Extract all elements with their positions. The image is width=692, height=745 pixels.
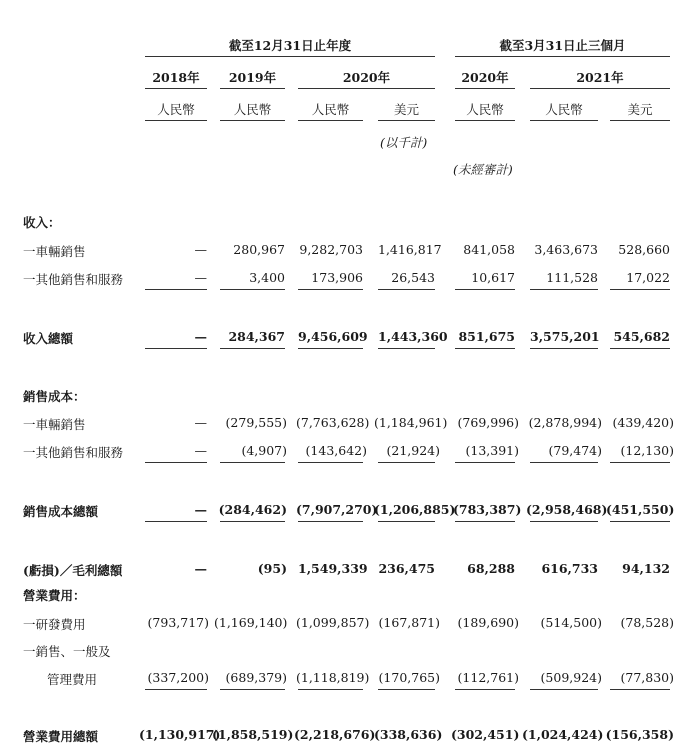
row-label-vehicle-sales: 一車輛銷售 xyxy=(23,244,86,259)
cell-value: 3,400 xyxy=(249,270,285,285)
divider xyxy=(145,120,207,121)
cell-value: (783,387) xyxy=(453,502,522,517)
divider xyxy=(298,88,435,89)
cell-value: (189,690) xyxy=(457,615,519,630)
divider xyxy=(455,88,515,89)
divider xyxy=(455,120,515,121)
divider xyxy=(145,521,207,522)
cell-value: 236,475 xyxy=(378,561,435,576)
cell-value: (279,555) xyxy=(225,415,287,430)
cell-value: — xyxy=(194,270,207,285)
currency-label: 人民幣 xyxy=(311,102,350,117)
cell-value: (451,550) xyxy=(606,502,675,517)
divider xyxy=(220,689,285,690)
cell-value: 1,443,360 xyxy=(378,329,448,344)
cell-value: — xyxy=(194,561,207,576)
divider xyxy=(530,689,598,690)
cell-value: (7,763,628) xyxy=(296,415,370,430)
divider xyxy=(455,462,515,463)
divider xyxy=(298,348,363,349)
divider xyxy=(378,689,435,690)
currency-label: 人民幣 xyxy=(157,102,195,117)
currency-label: 人民幣 xyxy=(233,102,272,117)
divider xyxy=(145,88,207,89)
year-2021: 2021年 xyxy=(576,70,624,85)
divider xyxy=(220,289,285,290)
row-label-total-cost: 銷售成本總額 xyxy=(23,504,99,519)
header-group-year: 截至12月31日止年度 xyxy=(228,38,352,53)
cropped-row-container xyxy=(0,725,692,744)
cell-value: — xyxy=(194,329,207,344)
divider xyxy=(298,462,363,463)
cell-value: (1,024,424) xyxy=(522,727,604,742)
cell-value: 616,733 xyxy=(541,561,598,576)
cell-value: — xyxy=(194,415,207,430)
divider xyxy=(378,521,435,522)
cell-value: (4,907) xyxy=(241,443,287,458)
divider xyxy=(455,348,515,349)
cell-value: (167,871) xyxy=(378,615,440,630)
cell-value: 111,528 xyxy=(546,270,598,285)
row-label-total-opex: 營業費用總額 xyxy=(23,729,99,744)
divider xyxy=(530,88,670,89)
cell-value: (793,717) xyxy=(147,615,209,630)
cell-value: 1,549,339 xyxy=(298,561,368,576)
cell-value: (1,184,961) xyxy=(374,415,448,430)
cell-value: 3,463,673 xyxy=(534,242,598,257)
row-label-rd: 一研發費用 xyxy=(23,617,86,632)
cell-value: (2,878,994) xyxy=(528,415,602,430)
cell-value: (514,500) xyxy=(540,615,602,630)
cell-value: (2,958,468) xyxy=(526,502,608,517)
cell-value: (689,379) xyxy=(225,670,287,685)
divider xyxy=(610,120,670,121)
cell-value: 3,575,201 xyxy=(530,329,600,344)
divider xyxy=(530,120,598,121)
divider xyxy=(378,289,435,290)
cell-value: (12,130) xyxy=(620,443,674,458)
divider xyxy=(530,521,598,522)
cell-value: — xyxy=(194,242,207,257)
currency-label: 美元 xyxy=(627,102,653,117)
divider xyxy=(145,689,207,690)
divider xyxy=(220,521,285,522)
currency-label: 人民幣 xyxy=(545,102,583,117)
cell-value: 280,967 xyxy=(233,242,285,257)
cell-value: 528,660 xyxy=(618,242,670,257)
row-label-sga-line1: 一銷售、一般及 xyxy=(23,644,111,659)
row-label-other-sales: 一其他銷售和服務 xyxy=(23,272,124,287)
cell-value: 284,367 xyxy=(228,329,285,344)
divider xyxy=(455,289,515,290)
divider xyxy=(455,56,670,57)
cell-value: 9,282,703 xyxy=(299,242,363,257)
row-label-sga-line2: 管理費用 xyxy=(47,672,98,687)
divider xyxy=(610,689,670,690)
cell-value: 173,906 xyxy=(311,270,363,285)
cell-value: 9,456,609 xyxy=(298,329,368,344)
section-heading-revenue: 收入： xyxy=(23,215,61,230)
cell-value: (77,830) xyxy=(620,670,674,685)
note-thousands: (以千計) xyxy=(380,135,428,150)
divider xyxy=(378,462,435,463)
divider xyxy=(145,56,435,57)
currency-label: 人民幣 xyxy=(466,102,504,117)
divider xyxy=(298,689,363,690)
cell-value: 841,058 xyxy=(463,242,515,257)
cell-value: 851,675 xyxy=(458,329,515,344)
cell-value: (112,761) xyxy=(457,670,519,685)
cell-value: 545,682 xyxy=(613,329,670,344)
divider xyxy=(220,348,285,349)
cell-value: (170,765) xyxy=(378,670,440,685)
cell-value: (337,200) xyxy=(147,670,209,685)
cell-value: — xyxy=(194,502,207,517)
cell-value: (439,420) xyxy=(612,415,674,430)
row-label-cost-other: 一其他銷售和服務 xyxy=(23,445,124,460)
cell-value: (302,451) xyxy=(451,727,520,742)
divider xyxy=(145,462,207,463)
cell-value: (1,099,857) xyxy=(296,615,370,630)
divider xyxy=(298,289,363,290)
divider xyxy=(220,120,285,121)
section-heading-opex: 營業費用： xyxy=(23,588,86,603)
cell-value: (143,642) xyxy=(305,443,367,458)
divider xyxy=(145,348,207,349)
divider xyxy=(610,289,670,290)
cell-value: (1,118,819) xyxy=(296,670,370,685)
divider xyxy=(455,689,515,690)
divider xyxy=(298,521,363,522)
divider xyxy=(378,348,435,349)
divider xyxy=(530,348,598,349)
year-2020: 2020年 xyxy=(342,70,391,85)
cell-value: (78,528) xyxy=(620,615,674,630)
cell-value: (1,130,917) xyxy=(139,727,221,742)
row-label-cost-vehicle: 一車輛銷售 xyxy=(23,417,86,432)
cell-value: (21,924) xyxy=(386,443,440,458)
currency-label: 美元 xyxy=(393,102,419,117)
cell-value: (95) xyxy=(257,561,287,576)
note-unaudited: (未經審計) xyxy=(453,162,513,177)
cell-value: (2,218,676) xyxy=(294,727,376,742)
header-group-quarter: 截至3月31日止三個月 xyxy=(499,38,626,53)
cell-value: (769,996) xyxy=(457,415,519,430)
divider xyxy=(220,88,285,89)
cell-value: — xyxy=(194,443,207,458)
year-2018: 2018年 xyxy=(152,70,200,85)
cell-value: (7,907,270) xyxy=(296,502,378,517)
cell-value: 26,543 xyxy=(391,270,435,285)
divider xyxy=(610,462,670,463)
cell-value: (1,206,885) xyxy=(374,502,456,517)
divider xyxy=(610,521,670,522)
divider xyxy=(298,120,363,121)
cell-value: 1,416,817 xyxy=(378,242,442,257)
cell-value: (13,391) xyxy=(465,443,519,458)
year-2019: 2019年 xyxy=(228,70,277,85)
year-2020-quarter: 2020年 xyxy=(461,70,509,85)
cell-value: (1,858,519) xyxy=(212,727,294,742)
cell-value: (284,462) xyxy=(218,502,287,517)
cell-value: (79,474) xyxy=(548,443,602,458)
divider xyxy=(530,462,598,463)
row-label-total-revenue: 收入總額 xyxy=(23,331,74,346)
cell-value: 68,288 xyxy=(467,561,515,576)
divider xyxy=(220,462,285,463)
divider xyxy=(610,348,670,349)
cell-value: 94,132 xyxy=(622,561,670,576)
cell-value: 17,022 xyxy=(626,270,670,285)
cell-value: (509,924) xyxy=(540,670,602,685)
cell-value: (1,169,140) xyxy=(214,615,288,630)
cell-value: (338,636) xyxy=(374,727,443,742)
divider xyxy=(455,521,515,522)
divider xyxy=(530,289,598,290)
cell-value: (156,358) xyxy=(605,727,674,742)
section-heading-cost: 銷售成本： xyxy=(23,389,86,404)
divider xyxy=(145,289,207,290)
divider xyxy=(378,120,435,121)
row-label-gross: (虧損)／毛利總額 xyxy=(23,563,123,578)
cell-value: 10,617 xyxy=(471,270,515,285)
